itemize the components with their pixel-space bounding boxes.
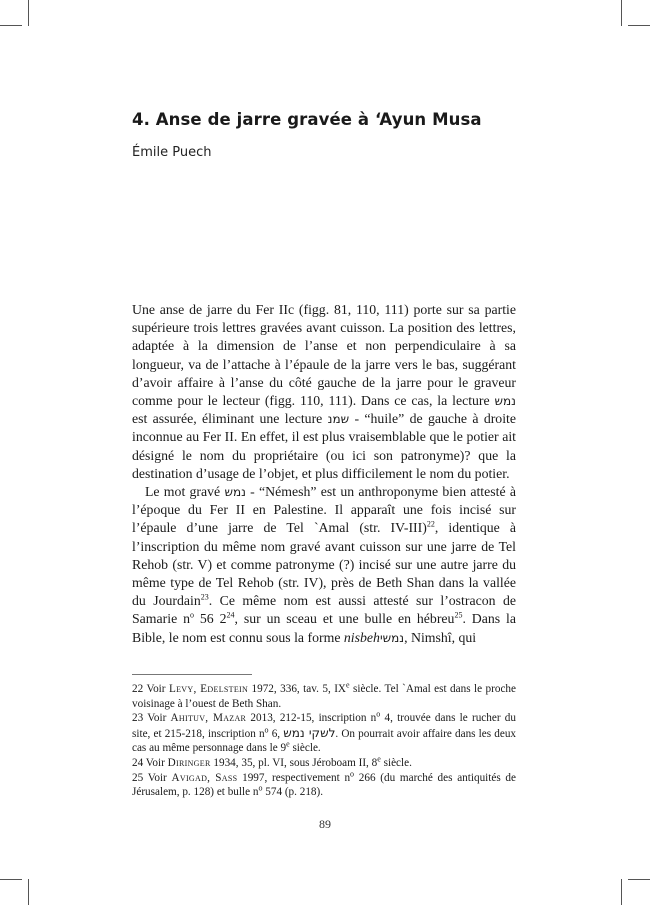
superscript: e [286,739,290,749]
text-run: 56 2 [194,611,227,627]
crop-mark [28,0,29,26]
footnote-number: 22 [132,683,144,695]
text-run: 2013, 212-15, inscription n [246,712,377,725]
crop-mark [628,25,650,26]
hebrew-word: לשקי נמש [283,725,336,740]
text-run: Voir [143,712,171,725]
paragraph [132,483,516,647]
footnote-number: 25 [132,771,144,784]
paragraph [132,301,516,483]
footnote-ref[interactable]: 22 [426,519,435,529]
text-run: 1997, respectivement n [237,771,351,784]
page-number: 89 [319,817,331,831]
crop-mark [0,25,22,26]
text-run: . On pourrait avoir affaire dans les deux cas au même personnage dans le 9 [132,727,517,755]
superscript: e [346,680,350,690]
footnote-ref[interactable]: 23 [200,592,209,602]
text-run: 1934, 35, pl. VI, sous Jéroboam II, 8 [210,756,378,769]
author-citation: Ahituv, Mazar [170,712,247,725]
superscript: o [350,768,355,778]
author-citation: Avigad, Sass [171,771,238,784]
text-run: , identique à l’inscription du même nom gravé avant cuisson sur une jarre de Tel Rehob (str. V) et comme patronyme (?) incisé sur une autre jarre du même type de Tel Rehob (str. IV), près de Beth Shan dans la vallée du Jourdain [132,520,517,609]
hebrew-word: נמש [494,394,516,409]
text-run: Voir [143,683,169,695]
crop-mark [628,879,650,880]
superscript: o [264,725,269,735]
text-run: 1972, 336, tav. 5, IX [248,683,347,695]
text-run: siècle. [289,742,321,755]
text-run: Le mot gravé [145,484,225,500]
superscript: o [376,709,381,719]
superscript: o [190,610,194,620]
footnotes [132,682,516,800]
crop-mark [28,879,29,905]
crop-mark [621,879,622,905]
footnote-number: 23 [132,712,144,725]
footnote-separator [132,674,252,675]
text-run: , sur un sceau et une bulle en hébreu [234,611,455,627]
hebrew-word: שמנ [327,412,350,427]
text-run: 266 (du marché des antiquités de Jérusalem, p. 128) et bulle n [132,771,516,799]
text-run: est assurée, éliminant une lecture [132,411,328,427]
article-title: 4. Anse de jarre gravée à ‘Ayun Musa [132,110,482,129]
superscript: e [377,754,381,764]
footnote-number: 24 [132,756,144,769]
author-name: Émile Puech [132,145,212,160]
text-run: 574 (p. 218). [262,786,324,799]
text-run: . Ce même nom est aussi attesté sur l’ostracon de Samarie n [132,593,516,627]
text-run: 4, trouvée dans le rucher du site, et 215-218, inscription n [132,712,516,740]
text-run: siècle. Tel `Amal est dans le proche voisinage à l’ouest de Beth Shan. [132,683,516,710]
footnote-24 [132,756,516,771]
footnote-23 [132,711,516,756]
footnote-ref[interactable]: 24 [226,610,235,620]
text-run: - “huile” de gauche à droite inconnue au Fer II. En effet, il est plus vraisemblable que le potier ait désigné le nom du propriétaire (ou ici son patronyme)? que la destination d’usage de l’objet, et plus difficilement le nom du potier. [132,411,516,481]
italic-term: nisbeh [343,629,380,645]
text-run: , Nimshî, qui [404,629,477,645]
crop-mark [621,0,622,26]
footnote-22 [132,682,516,711]
text-run: - “Némesh” est un anthroponyme bien attesté à l’époque du Fer II en Palestine. Il apparaît une fois incisé sur l’épaule d’une jarre de Tel `Amal (str. IV-III) [132,484,516,536]
author-citation: Diringer [167,756,211,769]
author-citation: Levy, Edelstein [168,683,249,695]
text-run: . Dans la Bible, le nom est connu sous la forme [132,611,516,645]
hebrew-word: נמש [224,485,246,500]
text-run: 6, [268,727,284,740]
text-run: siècle. [380,756,412,769]
body-text [132,301,516,647]
crop-mark [0,879,22,880]
text-run: Voir [143,771,172,784]
text-run: Une anse de jarre du Fer IIc (figg. 81, 110, 111) porte sur sa partie supérieure trois lettres gravées avant cuisson. La position des lettres, adaptée à la dimension de l’anse et non perpendiculaire à sa longueur, va de l’attache à l’épaule de la jarre vers le bas, suggérant d’avoir affaire à l’anse du côté gauche de la jarre pour le graveur comme pour le lecteur (figg. 110, 111). Dans ce cas, la lecture [132,302,516,409]
superscript: o [258,783,263,793]
text-run: Voir [143,756,168,769]
footnote-25 [132,768,516,800]
hebrew-word: נמשי [379,630,405,645]
footnote-ref[interactable]: 25 [454,610,463,620]
